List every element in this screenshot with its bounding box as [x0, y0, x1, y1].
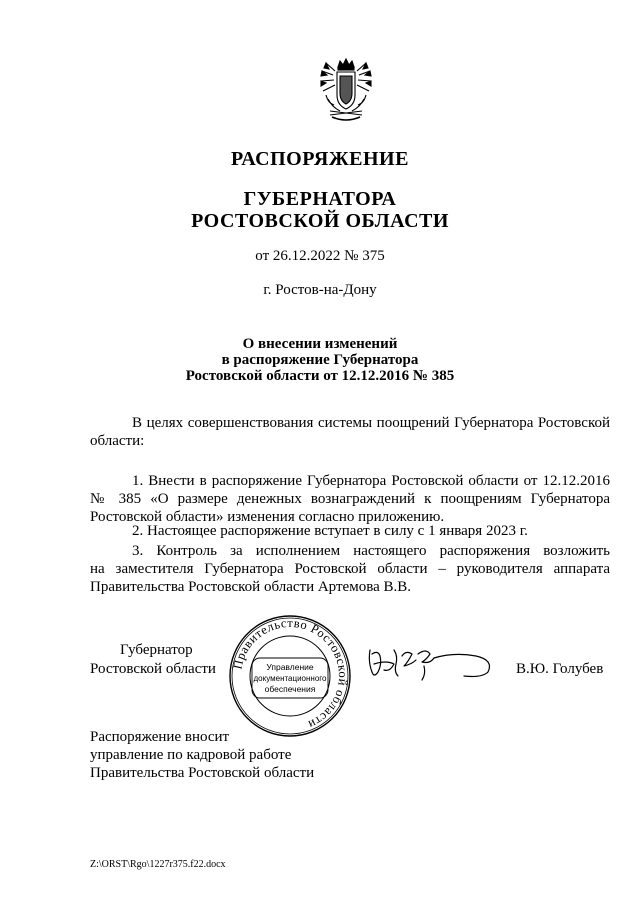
document-subtitle-line1: ГУБЕРНАТОРА: [243, 188, 397, 210]
document-title: РАСПОРЯЖЕНИЕ: [231, 148, 409, 170]
signatory-name: В.Ю. Голубев: [516, 661, 604, 677]
item-3-line3: Правительства Ростовской области Артемова В.В.: [90, 579, 411, 595]
introduced-by-line3: Правительства Ростовской области: [90, 765, 315, 781]
intro-line2: области:: [90, 433, 145, 449]
item-3-line2: на заместителя Губернатора Ростовской области – руководителя аппарата: [90, 561, 610, 577]
seal-inner-line3: обеспечения: [264, 684, 316, 694]
seal-inner-line2: документационного: [253, 674, 327, 683]
item-2-line: 2. Настоящее распоряжение вступает в силу с 1 января 2023 г.: [132, 523, 528, 539]
seal-ring-text: Правительство Ростовской области: [230, 615, 351, 733]
item-1-paragraph: [90, 472, 610, 526]
document-subtitle-line2: РОСТОВСКОЙ ОБЛАСТИ: [191, 210, 449, 232]
coat-of-arms-emblem-icon: [318, 55, 374, 125]
item-1-line2: № 385 «О размере денежных вознаграждений к поощрениям Губернатора: [90, 491, 610, 507]
date-and-number: от 26.12.2022 № 375: [255, 248, 385, 264]
handwritten-signature-icon: [364, 642, 504, 686]
subject-line1: О внесении изменений: [242, 336, 398, 352]
introduced-by-line1: Распоряжение вносит: [90, 729, 230, 745]
round-seal-stamp-icon: [226, 612, 354, 740]
footer-file-path: Z:\ORST\Rgo\1227r375.f22.docx: [90, 859, 226, 870]
intro-line1: В целях совершенствования системы поощрений Губернатора Ростовской: [132, 415, 610, 431]
item-3-line1: 3. Контроль за исполнением настоящего распоряжения возложить: [132, 543, 610, 559]
intro-paragraph: [90, 414, 610, 450]
subject-line3: Ростовской области от 12.12.2016 № 385: [185, 368, 455, 384]
introduced-by-line2: управление по кадровой работе: [90, 747, 292, 763]
item-3-paragraph: [90, 542, 610, 596]
signatory-position-line2: Ростовской области: [90, 661, 216, 677]
subject-line2: в распоряжение Губернатора: [221, 352, 419, 368]
seal-inner-line1: Управление: [266, 662, 314, 672]
item-2-paragraph: [90, 522, 610, 540]
item-1-line1: 1. Внести в распоряжение Губернатора Ростовской области от 12.12.2016: [132, 473, 610, 489]
item-1-line3: Ростовской области» изменения согласно приложению.: [90, 509, 445, 525]
city: г. Ростов-на-Дону: [263, 282, 377, 298]
signatory-position-line1: Губернатор: [120, 642, 193, 658]
